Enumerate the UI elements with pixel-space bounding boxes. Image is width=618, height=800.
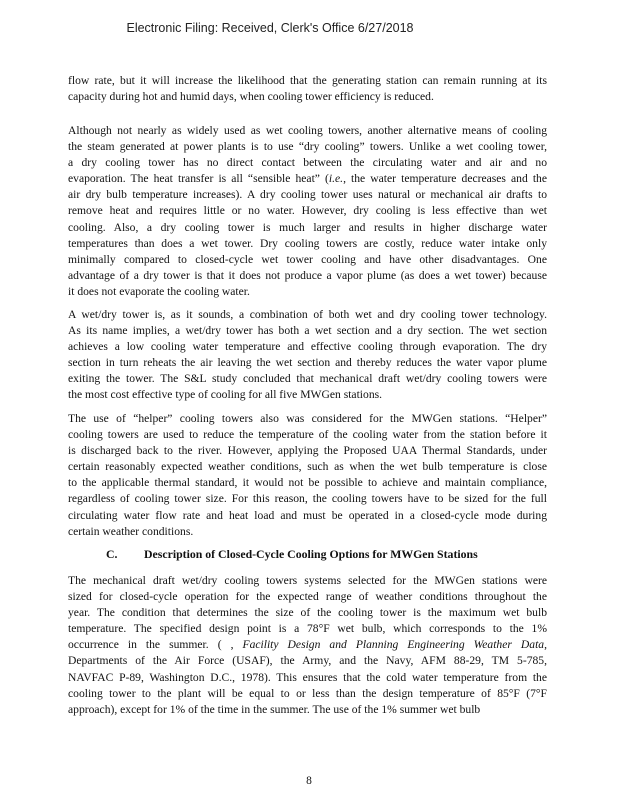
text-line: regardless of cooling tower size. For this reason, the cooling towers have to be sized for the full: [68, 492, 547, 506]
text-line: Although not nearly as widely used as wet cooling towers, another alternative means of cooling: [68, 124, 547, 137]
filing-header: Electronic Filing: Received, Clerk's Office 6/27/2018: [126, 21, 414, 35]
text-line: evaporation. The heat transfer is all “sensible heat” (i.e., the water temperature decreases and the: [68, 172, 547, 186]
text-line: occurrence in the summer. ( , Facility Design and Planning Engineering Weather Data,: [68, 638, 547, 652]
text-line: flow rate, but it will increase the likelihood that the generating station can remain running at its: [68, 74, 547, 87]
text-line: section in turn reheats the air leaving the wet section and thereby reduces the water vapor plume: [68, 356, 547, 370]
text-line: the steam generated at power plants is to use “dry cooling” towers. Unlike a wet cooling tower,: [68, 140, 547, 154]
text-line: a dry cooling tower has no direct contact between the circulating water and air and no: [68, 156, 547, 170]
paragraph: [68, 411, 547, 540]
section-title: Description of Closed-Cycle Cooling Options for MWGen Stations: [144, 547, 478, 561]
text-line: As its name implies, a wet/dry tower has both a wet section and a dry section. The wet section: [68, 324, 547, 338]
text-line: The mechanical draft wet/dry cooling towers systems selected for the MWGen stations were: [68, 574, 547, 587]
text-line: exiting the tower. The S&L study concluded that mechanical draft wet/dry cooling towers were: [68, 372, 547, 386]
text-line: cooling. Also, a dry cooling tower is much larger and results in higher discharge water: [68, 220, 547, 234]
text-line: remove heat and requires little or no water. However, dry cooling is less effective than wet: [68, 204, 547, 218]
text-line: A wet/dry tower is, as it sounds, a combination of both wet and dry cooling tower technology.: [68, 308, 547, 321]
paragraph: [68, 123, 547, 300]
text-line: year. The condition that determines the size of the cooling tower is the maximum wet bulb: [68, 606, 547, 620]
text-line: air dry bulb temperature increases). A dry cooling tower uses natural or mechanical air drafts to: [68, 188, 547, 202]
paragraph: [68, 73, 547, 105]
text-line: sized for closed-cycle operation for the expected range of weather conditions throughout the: [68, 590, 547, 604]
text-line: cooling towers are used to reduce the temperature of the cooling water from the station before it: [68, 428, 547, 442]
text-line: capacity during hot and humid days, when cooling tower efficiency is reduced.: [68, 90, 434, 104]
section-letter: C.: [106, 547, 118, 561]
text-line: is discharged back to the river. However, applying the Proposed UAA Thermal Standards, under: [68, 444, 547, 458]
text-line: minimally compared to closed-cycle wet tower cooling and have other disadvantages. One: [68, 252, 547, 266]
text-line: circulating water flow rate and heat load and must be operated in a closed-cycle mode during: [68, 508, 547, 522]
text-line: certain weather conditions.: [68, 524, 194, 538]
section-heading: [106, 547, 478, 562]
paragraph: [68, 573, 547, 718]
text-line: advantage of a dry tower is that it does not produce a vapor plume (as does a wet tower) because: [68, 268, 547, 282]
text-line: approach), except for 1% of the time in the summer. The use of the 1% summer wet bulb: [68, 702, 481, 716]
text-line: cooling tower to the plant will be equal to or less than the design temperature of 85°F (7°F: [68, 686, 547, 700]
paragraph: [68, 307, 547, 404]
text-line: NAVFAC P-89, Washington D.C., 1978). This ensures that the cold water temperature from the: [68, 670, 547, 684]
text-line: it does not evaporate the cooling water.: [68, 284, 250, 298]
text-line: Departments of the Air Force (USAF), the Army, and the Navy, AFM 88-29, TM 5-785,: [68, 654, 547, 668]
text-line: The use of “helper” cooling towers also was considered for the MWGen stations. “Helper”: [68, 412, 547, 425]
text-line: certain reasonably expected weather conditions, such as when the wet bulb temperature is close: [68, 460, 547, 474]
text-line: temperature. The specified design point is a 78°F wet bulb, which corresponds to the 1%: [68, 622, 547, 636]
text-line: achieves a low cooling water temperature and effective cooling through evaporation. The dry: [68, 340, 547, 354]
text-line: temperatures than does a wet tower. Dry cooling towers are costly, reduce water intake only: [68, 236, 547, 250]
page-number: 8: [306, 775, 312, 787]
text-line: the most cost effective type of cooling for all five MWGen stations.: [68, 388, 383, 402]
text-line: to the applicable thermal standard, it would not be possible to achieve and maintain compliance,: [68, 476, 547, 490]
